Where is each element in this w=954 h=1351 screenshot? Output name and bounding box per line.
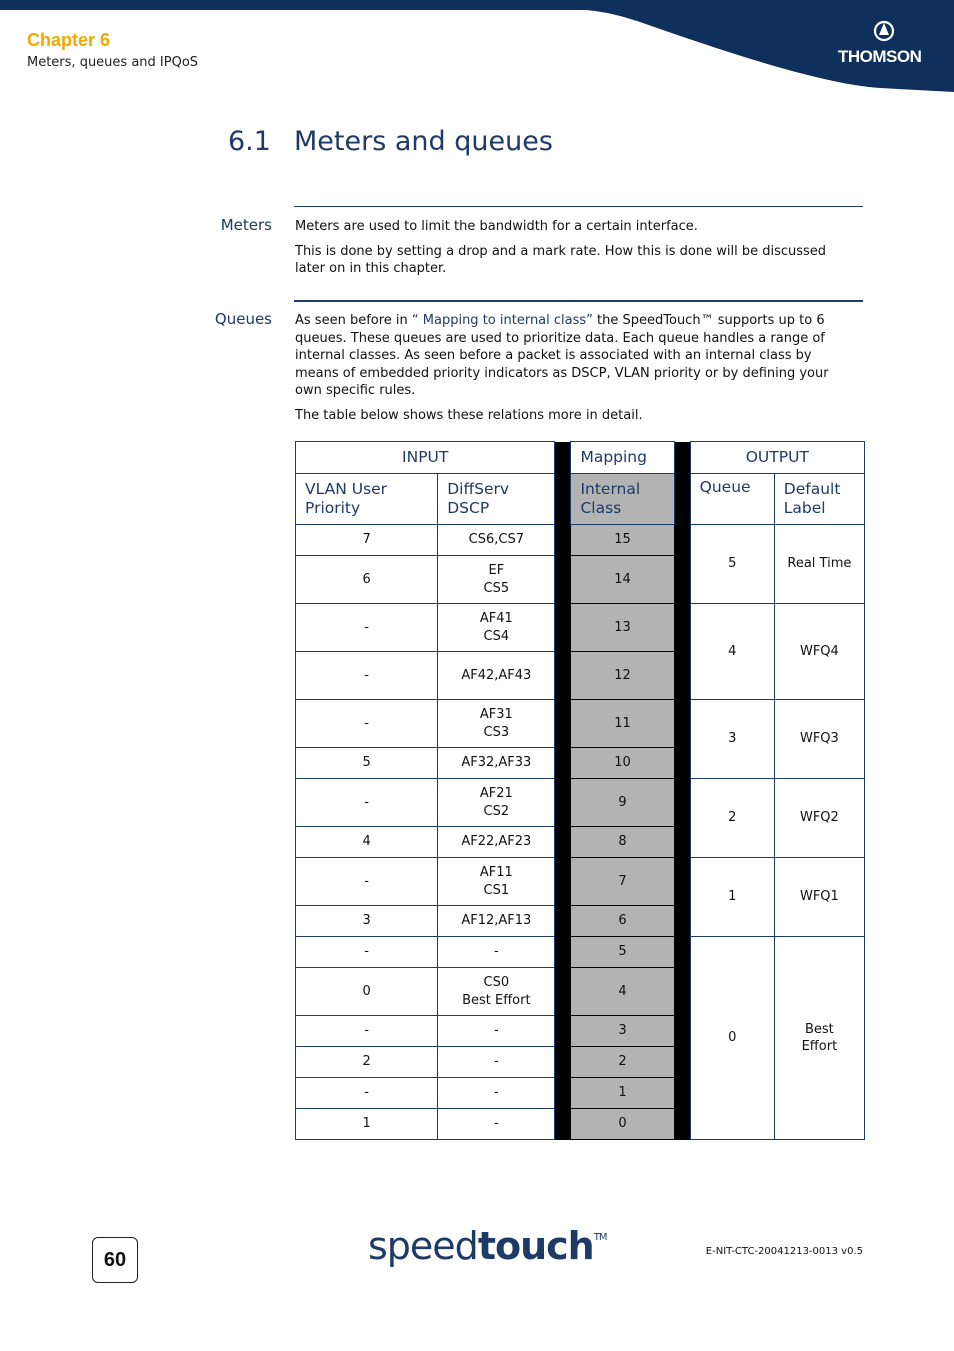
internal-class-cell: 6 bbox=[571, 906, 674, 937]
mapping-separator bbox=[674, 700, 690, 748]
mapping-separator bbox=[555, 1109, 571, 1140]
chapter-title: Chapter 6 bbox=[27, 30, 111, 50]
mapping-separator bbox=[555, 968, 571, 1016]
dscp-cell: AF22,AF23 bbox=[438, 827, 555, 858]
brand-bold: touch bbox=[477, 1224, 594, 1268]
mapping-separator bbox=[555, 748, 571, 779]
meters-paragraph: Meters are used to limit the bandwidth for a certain interface. bbox=[295, 219, 698, 234]
mapping-separator bbox=[674, 525, 690, 556]
mapping-separator bbox=[555, 474, 571, 525]
internal-class-cell: 9 bbox=[571, 779, 674, 827]
mapping-separator bbox=[674, 937, 690, 968]
mapping-separator bbox=[555, 827, 571, 858]
internal-class-cell: 13 bbox=[571, 604, 674, 652]
queues-paragraph bbox=[295, 312, 853, 400]
table-row bbox=[296, 700, 865, 748]
vlan-priority-header: VLAN User Priority bbox=[296, 474, 438, 525]
dscp-cell: AF11 CS1 bbox=[438, 858, 555, 906]
vlan-priority-cell: - bbox=[296, 652, 438, 700]
internal-class-cell: 14 bbox=[571, 556, 674, 604]
mapping-separator bbox=[674, 652, 690, 700]
mapping-separator bbox=[555, 937, 571, 968]
dscp-cell: AF31 CS3 bbox=[438, 700, 555, 748]
internal-class-cell: 11 bbox=[571, 700, 674, 748]
vlan-priority-cell: 5 bbox=[296, 748, 438, 779]
queue-header: Queue bbox=[690, 474, 774, 525]
queue-cell: 0 bbox=[690, 937, 774, 1140]
mapping-separator bbox=[674, 858, 690, 906]
queue-cell: 3 bbox=[690, 700, 774, 779]
internal-class-cell: 7 bbox=[571, 858, 674, 906]
mapping-separator bbox=[555, 1078, 571, 1109]
meters-paragraph: This is done by setting a drop and a mark rate. How this is done will be discussed later on in this chapter. bbox=[295, 243, 827, 277]
dscp-cell: AF21 CS2 bbox=[438, 779, 555, 827]
meters-label: Meters bbox=[220, 216, 272, 234]
mapping-separator bbox=[674, 827, 690, 858]
table-row bbox=[296, 937, 865, 968]
vlan-priority-cell: - bbox=[296, 700, 438, 748]
default-label-cell: WFQ3 bbox=[774, 700, 864, 779]
vlan-priority-cell: - bbox=[296, 604, 438, 652]
page-number: 60 bbox=[92, 1237, 138, 1283]
vlan-priority-cell: - bbox=[296, 779, 438, 827]
vlan-priority-cell: 3 bbox=[296, 906, 438, 937]
queues-rule bbox=[294, 300, 863, 302]
mapping-table bbox=[295, 441, 865, 1140]
speedtouch-logo bbox=[368, 1224, 606, 1268]
mapping-separator bbox=[674, 442, 690, 474]
section-title: Meters and queues bbox=[294, 126, 553, 157]
mapping-separator bbox=[555, 1047, 571, 1078]
default-label-cell: WFQ1 bbox=[774, 858, 864, 937]
thomson-logo: THOMSON bbox=[838, 47, 922, 66]
dscp-cell: CS6,CS7 bbox=[438, 525, 555, 556]
dscp-cell: - bbox=[438, 1109, 555, 1140]
default-label-cell: Best Effort bbox=[774, 937, 864, 1140]
queues-text-start: As seen before in bbox=[295, 313, 412, 328]
table-row bbox=[296, 779, 865, 827]
table-row bbox=[296, 858, 865, 906]
mapping-separator bbox=[555, 779, 571, 827]
mapping-separator bbox=[674, 748, 690, 779]
internal-class-header: Internal Class bbox=[571, 474, 674, 525]
section-number: 6.1 bbox=[228, 126, 271, 157]
vlan-priority-cell: 7 bbox=[296, 525, 438, 556]
default-label-cell: WFQ4 bbox=[774, 604, 864, 700]
internal-class-cell: 2 bbox=[571, 1047, 674, 1078]
dscp-cell: - bbox=[438, 1016, 555, 1047]
vlan-priority-cell: 4 bbox=[296, 827, 438, 858]
internal-class-cell: 4 bbox=[571, 968, 674, 1016]
queues-text bbox=[295, 312, 853, 432]
mapping-separator bbox=[555, 858, 571, 906]
dscp-cell: EF CS5 bbox=[438, 556, 555, 604]
queues-text-end: the SpeedTouch™ supports up to 6 queues. These queues are used to prioritize data. Each queue handles a range of internal classes. As seen before a packet is associated with an internal class by means of embedded priority indicators as DSCP, VLAN priority or by defining your own specific rules. bbox=[295, 313, 829, 399]
dscp-cell: - bbox=[438, 1047, 555, 1078]
default-label-header: Default Label bbox=[774, 474, 864, 525]
vlan-priority-cell: 6 bbox=[296, 556, 438, 604]
mapping-separator bbox=[674, 1047, 690, 1078]
default-label-cell: Real Time bbox=[774, 525, 864, 604]
queues-label: Queues bbox=[214, 310, 272, 328]
output-header: OUTPUT bbox=[690, 442, 864, 474]
table-row bbox=[296, 525, 865, 556]
thomson-logo-icon bbox=[872, 20, 896, 42]
mapping-separator bbox=[674, 1109, 690, 1140]
header-banner bbox=[0, 0, 954, 92]
brand-light: speed bbox=[368, 1224, 478, 1268]
vlan-priority-cell: - bbox=[296, 1078, 438, 1109]
chapter-subtitle: Meters, queues and IPQoS bbox=[27, 55, 199, 70]
document-id: E-NIT-CTC-20041213-0013 v0.5 bbox=[705, 1246, 863, 1257]
dscp-cell: - bbox=[438, 937, 555, 968]
internal-class-cell: 8 bbox=[571, 827, 674, 858]
internal-class-cell: 5 bbox=[571, 937, 674, 968]
internal-class-cell: 12 bbox=[571, 652, 674, 700]
queue-cell: 2 bbox=[690, 779, 774, 858]
vlan-priority-cell: - bbox=[296, 937, 438, 968]
mapping-link[interactable]: “ Mapping to internal class” bbox=[411, 313, 593, 328]
meters-text bbox=[295, 218, 853, 285]
mapping-separator bbox=[674, 779, 690, 827]
mapping-separator bbox=[674, 556, 690, 604]
dscp-header: DiffServ DSCP bbox=[438, 474, 555, 525]
internal-class-cell: 0 bbox=[571, 1109, 674, 1140]
section-heading bbox=[228, 126, 553, 157]
internal-class-cell: 10 bbox=[571, 748, 674, 779]
dscp-cell: AF32,AF33 bbox=[438, 748, 555, 779]
dscp-cell: - bbox=[438, 1078, 555, 1109]
mapping-separator bbox=[555, 906, 571, 937]
internal-class-cell: 15 bbox=[571, 525, 674, 556]
queue-cell: 4 bbox=[690, 604, 774, 700]
internal-class-cell: 3 bbox=[571, 1016, 674, 1047]
mapping-separator bbox=[555, 604, 571, 652]
mapping-header: Mapping bbox=[571, 442, 674, 474]
vlan-priority-cell: 1 bbox=[296, 1109, 438, 1140]
queue-cell: 1 bbox=[690, 858, 774, 937]
mapping-separator bbox=[674, 906, 690, 937]
default-label-cell: WFQ2 bbox=[774, 779, 864, 858]
internal-class-cell: 1 bbox=[571, 1078, 674, 1109]
meters-rule bbox=[294, 206, 863, 207]
vlan-priority-cell: 2 bbox=[296, 1047, 438, 1078]
dscp-cell: AF12,AF13 bbox=[438, 906, 555, 937]
table-row bbox=[296, 604, 865, 652]
mapping-separator bbox=[555, 652, 571, 700]
mapping-separator bbox=[555, 442, 571, 474]
mapping-separator bbox=[674, 604, 690, 652]
mapping-separator bbox=[674, 474, 690, 525]
mapping-separator bbox=[555, 556, 571, 604]
queues-paragraph: The table below shows these relations more in detail. bbox=[295, 407, 643, 423]
dscp-cell: CS0 Best Effort bbox=[438, 968, 555, 1016]
mapping-separator bbox=[555, 1016, 571, 1047]
brand-tm: TM bbox=[593, 1232, 607, 1243]
mapping-separator bbox=[674, 1078, 690, 1109]
dscp-cell: AF42,AF43 bbox=[438, 652, 555, 700]
queue-cell: 5 bbox=[690, 525, 774, 604]
mapping-separator bbox=[555, 525, 571, 556]
mapping-separator bbox=[674, 968, 690, 1016]
vlan-priority-cell: - bbox=[296, 1016, 438, 1047]
dscp-cell: AF41 CS4 bbox=[438, 604, 555, 652]
mapping-separator bbox=[674, 1016, 690, 1047]
vlan-priority-cell: - bbox=[296, 858, 438, 906]
vlan-priority-cell: 0 bbox=[296, 968, 438, 1016]
input-header: INPUT bbox=[296, 442, 555, 474]
mapping-separator bbox=[555, 700, 571, 748]
